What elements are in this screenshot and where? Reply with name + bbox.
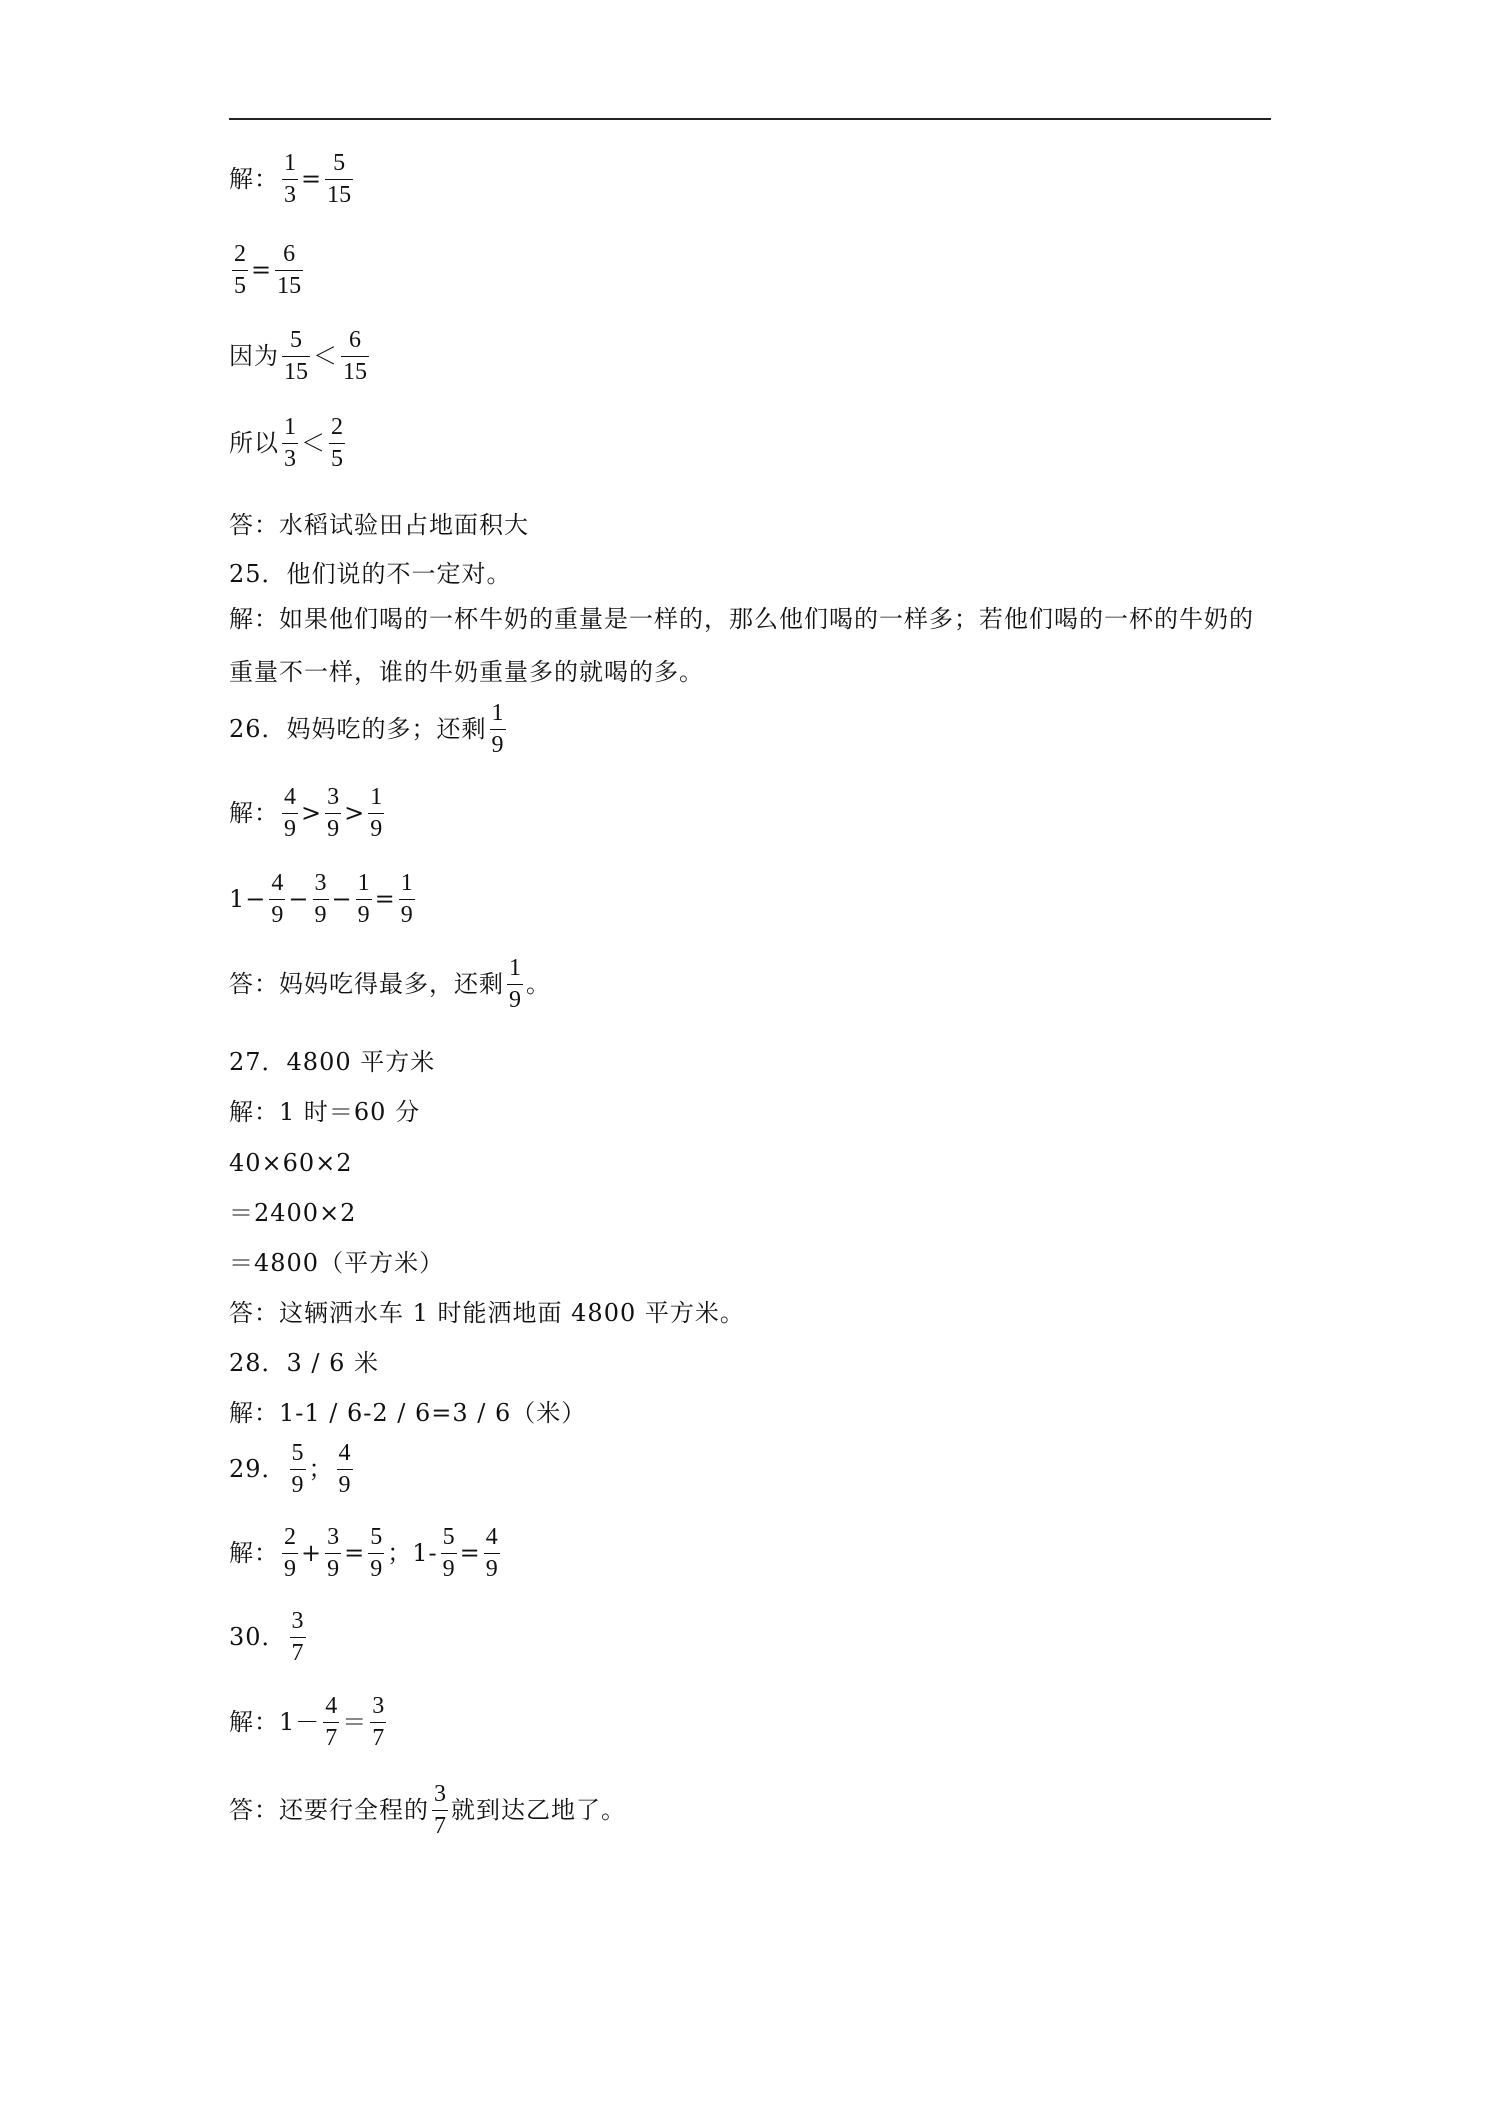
fraction	[356, 870, 372, 929]
fraction-denominator: 5	[329, 443, 345, 473]
fraction-denominator: 9	[368, 813, 384, 843]
text-segment: −	[331, 885, 353, 913]
fraction	[368, 784, 384, 843]
fraction-denominator: 3	[282, 179, 298, 209]
text-segment: =	[251, 256, 273, 284]
fraction-numerator: 3	[434, 1780, 446, 1807]
text-segment: 26．妈妈吃的多；还剩	[229, 715, 487, 743]
fraction-numerator: 3	[291, 1607, 304, 1634]
fraction	[507, 955, 523, 1014]
text-segment: 解：1 时＝60 分	[229, 1098, 421, 1126]
text-line	[229, 1524, 503, 1583]
text-segment: 就到达乙地了。	[451, 1796, 626, 1824]
fraction-denominator: 15	[275, 270, 303, 300]
fraction-numerator: 1	[509, 954, 521, 981]
text-segment: 25．他们说的不一定对。	[229, 560, 512, 588]
fraction-numerator: 4	[284, 783, 296, 810]
text-line	[229, 1440, 356, 1499]
text-line	[229, 1147, 353, 1179]
text-line	[229, 955, 551, 1014]
fraction-numerator: 1	[357, 869, 370, 896]
fraction-numerator: 6	[283, 240, 296, 267]
fraction-denominator: 9	[337, 1469, 353, 1499]
text-segment: 1−	[229, 885, 267, 913]
fraction	[290, 1440, 306, 1499]
text-segment: 答：水稻试验田占地面积大	[229, 511, 529, 539]
text-segment: =	[344, 1539, 366, 1567]
fraction-numerator: 6	[349, 326, 361, 353]
fraction-denominator: 15	[325, 179, 353, 209]
fraction-denominator: 9	[484, 1553, 500, 1583]
fraction	[313, 870, 329, 929]
fraction	[399, 870, 415, 929]
text-segment: ＝2400×2	[229, 1199, 357, 1227]
text-segment: 解：1-1 / 6-2 / 6=3 / 6（米）	[229, 1399, 587, 1427]
text-segment: 28．3 / 6 米	[229, 1349, 380, 1377]
text-line	[229, 1247, 444, 1279]
text-segment: 答：这辆洒水车 1 时能洒地面 4800 平方米。	[229, 1299, 745, 1327]
fraction	[368, 1524, 384, 1583]
fraction-numerator: 5	[442, 1523, 455, 1550]
fraction-denominator: 7	[323, 1722, 339, 1752]
text-segment: 40×60×2	[229, 1149, 353, 1177]
text-segment: 答：还要行全程的	[229, 1796, 429, 1824]
text-segment: +	[301, 1539, 323, 1567]
fraction	[325, 150, 353, 209]
fraction-denominator: 9	[282, 1553, 298, 1583]
fraction-denominator: 9	[269, 899, 285, 929]
header-rule	[229, 118, 1271, 120]
text-line	[229, 593, 1271, 699]
fraction-denominator: 9	[290, 1469, 306, 1499]
text-segment: ＝4800（平方米）	[229, 1249, 445, 1277]
text-segment: 。	[526, 970, 551, 998]
fraction-numerator: 1	[284, 149, 296, 176]
fraction	[269, 870, 285, 929]
fraction-denominator: 7	[290, 1637, 306, 1667]
fraction	[282, 150, 298, 209]
fraction-numerator: 3	[327, 1523, 340, 1550]
text-segment: 解：	[229, 799, 279, 827]
fraction	[282, 414, 298, 473]
fraction	[329, 414, 345, 473]
text-line	[229, 870, 418, 929]
text-line	[229, 1397, 586, 1429]
text-line	[229, 414, 348, 473]
fraction-numerator: 5	[290, 326, 302, 353]
fraction	[370, 1693, 386, 1752]
fraction-denominator: 9	[368, 1553, 384, 1583]
text-segment: 所以	[229, 429, 279, 457]
text-segment: 27．4800 平方米	[229, 1048, 436, 1076]
fraction	[275, 241, 303, 300]
fraction-numerator: 1	[370, 783, 383, 810]
fraction	[323, 1693, 339, 1752]
fraction-numerator: 4	[485, 1523, 498, 1550]
fraction	[282, 784, 298, 843]
text-segment: =	[301, 165, 323, 193]
fraction-numerator: 3	[372, 1692, 385, 1719]
fraction	[232, 241, 248, 300]
text-segment: 解：如果他们喝的一杯牛奶的重量是一样的，那么他们喝的一样多；若他们喝的一杯的牛奶的重量不一样，谁的牛奶重量多的就喝的多。	[229, 605, 1254, 686]
fraction-denominator: 9	[441, 1553, 457, 1583]
text-segment: =	[374, 885, 396, 913]
text-segment: 解：	[229, 165, 279, 193]
text-line	[229, 327, 372, 386]
fraction	[490, 700, 506, 759]
text-segment: ＝	[342, 1708, 368, 1736]
text-segment: 因为	[229, 342, 279, 370]
text-line	[229, 1781, 626, 1840]
fraction-numerator: 4	[325, 1692, 338, 1719]
text-line	[229, 1096, 420, 1128]
fraction-numerator: 2	[331, 413, 343, 440]
fraction-denominator: 9	[325, 813, 341, 843]
fraction-numerator: 4	[338, 1439, 351, 1466]
fraction-denominator: 9	[282, 813, 298, 843]
text-line	[229, 1608, 309, 1667]
fraction-numerator: 2	[284, 1523, 296, 1550]
fraction-numerator: 3	[314, 869, 327, 896]
fraction-denominator: 9	[507, 984, 523, 1014]
fraction-denominator: 5	[232, 270, 248, 300]
fraction-denominator: 7	[370, 1722, 386, 1752]
fraction-numerator: 3	[327, 783, 340, 810]
fraction-numerator: 4	[271, 869, 284, 896]
fraction	[441, 1524, 457, 1583]
fraction-denominator: 15	[341, 356, 369, 386]
text-segment: 30．	[229, 1623, 287, 1651]
text-segment: ；	[308, 1455, 334, 1483]
fraction	[290, 1608, 306, 1667]
text-line	[229, 700, 509, 759]
fraction-numerator: 1	[491, 699, 504, 726]
text-line	[229, 509, 529, 541]
text-segment: ＜	[301, 429, 326, 457]
fraction-denominator: 9	[325, 1553, 341, 1583]
fraction-denominator: 9	[356, 899, 372, 929]
fraction-numerator: 5	[333, 149, 346, 176]
text-segment: >	[301, 799, 323, 827]
text-line	[229, 1693, 389, 1752]
fraction	[337, 1440, 353, 1499]
fraction	[282, 1524, 298, 1583]
text-segment: 答：妈妈吃得最多，还剩	[229, 970, 504, 998]
fraction-numerator: 2	[234, 240, 246, 267]
fraction-numerator: 1	[284, 413, 296, 440]
text-line	[229, 241, 306, 300]
text-segment: >	[344, 799, 366, 827]
text-line	[229, 1347, 379, 1379]
fraction-denominator: 9	[313, 899, 329, 929]
text-line	[229, 1197, 356, 1229]
fraction-denominator: 7	[432, 1810, 448, 1840]
text-segment: ；1-	[387, 1539, 438, 1567]
text-line	[229, 784, 387, 843]
fraction-denominator: 3	[282, 443, 298, 473]
fraction	[484, 1524, 500, 1583]
text-line	[229, 1297, 745, 1329]
fraction-denominator: 9	[399, 899, 415, 929]
text-line	[229, 558, 512, 590]
text-segment: 解：1－	[229, 1708, 321, 1736]
fraction	[325, 1524, 341, 1583]
fraction-denominator: 15	[282, 356, 310, 386]
fraction-numerator: 5	[291, 1439, 304, 1466]
text-segment: −	[288, 885, 310, 913]
fraction	[432, 1781, 448, 1840]
text-line	[229, 1046, 435, 1078]
text-segment: ＜	[313, 342, 338, 370]
text-segment: 解：	[229, 1539, 279, 1567]
fraction-denominator: 9	[490, 729, 506, 759]
fraction	[282, 327, 310, 386]
fraction-numerator: 1	[400, 869, 413, 896]
text-segment: =	[459, 1539, 481, 1567]
text-segment: 29．	[229, 1455, 287, 1483]
fraction	[325, 784, 341, 843]
text-line	[229, 150, 356, 209]
fraction-numerator: 5	[370, 1523, 383, 1550]
fraction	[341, 327, 369, 386]
